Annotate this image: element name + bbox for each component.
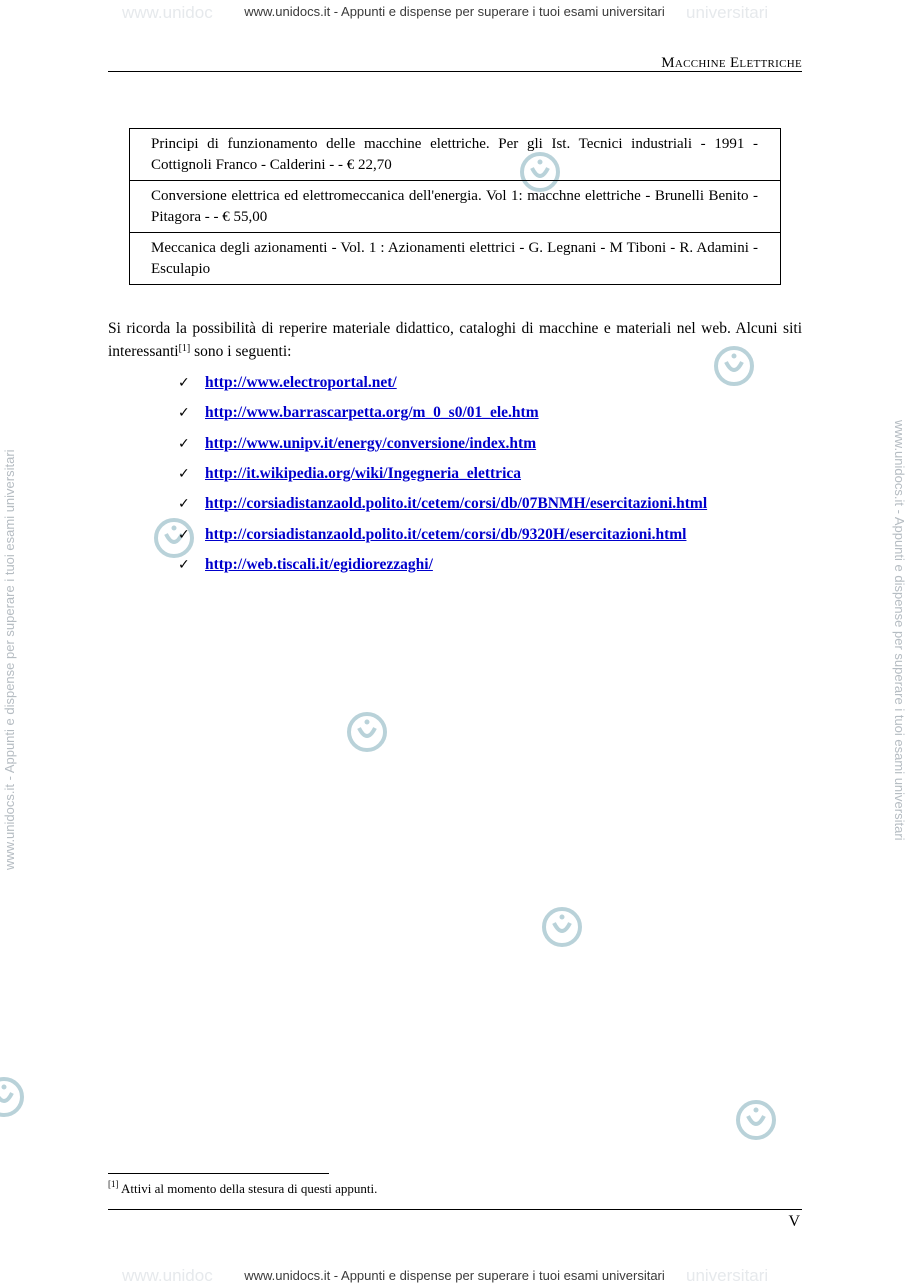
list-item [178, 550, 707, 580]
list-item [178, 429, 707, 459]
website-link[interactable]: http://web.tiscali.it/egidiorezzaghi/ [205, 555, 433, 573]
watermark-ghost-text: universitari [686, 3, 769, 22]
list-item [178, 459, 707, 489]
unidocs-logo-icon [345, 710, 389, 754]
footnote-ref[interactable]: [1] [178, 343, 191, 354]
references-table [129, 128, 781, 285]
paragraph-text-end: sono i seguenti: [190, 343, 292, 360]
checkmark-icon: ✓ [178, 556, 190, 573]
checkmark-icon: ✓ [178, 496, 190, 513]
list-item [178, 368, 707, 398]
list-item [178, 489, 707, 519]
watermark-side-left-text: www.unidocs.it - Appunti e dispense per superare i tuoi esami universitari [2, 449, 17, 870]
reference-entry: Meccanica degli azionamenti - Vol. 1 : Azionamenti elettrici - G. Legnani - M Tiboni - R. Adamini - Esculapio [130, 233, 781, 285]
list-item [178, 398, 707, 428]
website-link[interactable]: http://it.wikipedia.org/wiki/Ingegneria_elettrica [205, 465, 522, 483]
reference-entry: Principi di funzionamento delle macchine elettriche. Per gli Ist. Tecnici industriali - 1991 - Cottignoli Franco - Calderini - - € 22,70 [130, 129, 781, 181]
checkmark-icon: ✓ [178, 405, 190, 422]
watermark-side-right-text: www.unidocs.it - Appunti e dispense per superare i tuoi esami universitari [892, 420, 907, 841]
header-rule [108, 71, 802, 72]
reference-entry: Conversione elettrica ed elettromeccanica dell'energia. Vol 1: macchne elettriche - Brunelli Benito - Pitagora - - € 55,00 [130, 181, 781, 233]
unidocs-logo-icon [540, 905, 584, 949]
watermark-ghost-text: universitari [686, 1266, 769, 1285]
watermark-ghost-text: www.unidoc [122, 3, 213, 22]
checkmark-icon: ✓ [178, 466, 190, 483]
footer-rule [108, 1209, 802, 1210]
footnote-text: Attivi al momento della stesura di questi appunti. [118, 1181, 378, 1196]
footnote-mark: [1] [108, 1179, 119, 1189]
list-item [178, 519, 707, 549]
page-header-title: Macchine Elettriche [661, 55, 802, 71]
table-row [130, 129, 781, 181]
website-link[interactable]: http://corsiadistanzaold.polito.it/cetem/corsi/db/07BNMH/esercitazioni.html [205, 495, 708, 513]
checkmark-icon: ✓ [178, 375, 190, 392]
footnote-rule [108, 1173, 329, 1174]
intro-paragraph [108, 317, 802, 363]
unidocs-logo-icon [0, 1075, 26, 1119]
unidocs-logo-icon [734, 1098, 778, 1142]
website-list [178, 368, 707, 580]
watermark-top-text: www.unidocs.it - Appunti e dispense per superare i tuoi esami universitari [244, 4, 665, 19]
website-link[interactable]: http://www.unipv.it/energy/conversione/index.htm [205, 434, 537, 452]
table-row [130, 181, 781, 233]
table-row [130, 233, 781, 285]
footnote [108, 1181, 377, 1197]
checkmark-icon: ✓ [178, 435, 190, 452]
watermark-bottom-text: www.unidocs.it - Appunti e dispense per superare i tuoi esami universitari [244, 1268, 665, 1283]
website-link[interactable]: http://corsiadistanzaold.polito.it/cetem/corsi/db/9320H/esercitazioni.html [205, 525, 687, 543]
website-link[interactable]: http://www.barrascarpetta.org/m_0_s0/01_ele.htm [205, 404, 539, 422]
watermark-ghost-text: www.unidoc [122, 1266, 213, 1285]
paragraph-text: Si ricorda la possibilità di reperire materiale didattico, cataloghi di macchine e materiali nel web. Alcuni siti interessanti [108, 320, 802, 360]
page-number: V [788, 1213, 800, 1230]
website-link[interactable]: http://www.electroportal.net/ [205, 374, 397, 392]
checkmark-icon: ✓ [178, 526, 190, 543]
